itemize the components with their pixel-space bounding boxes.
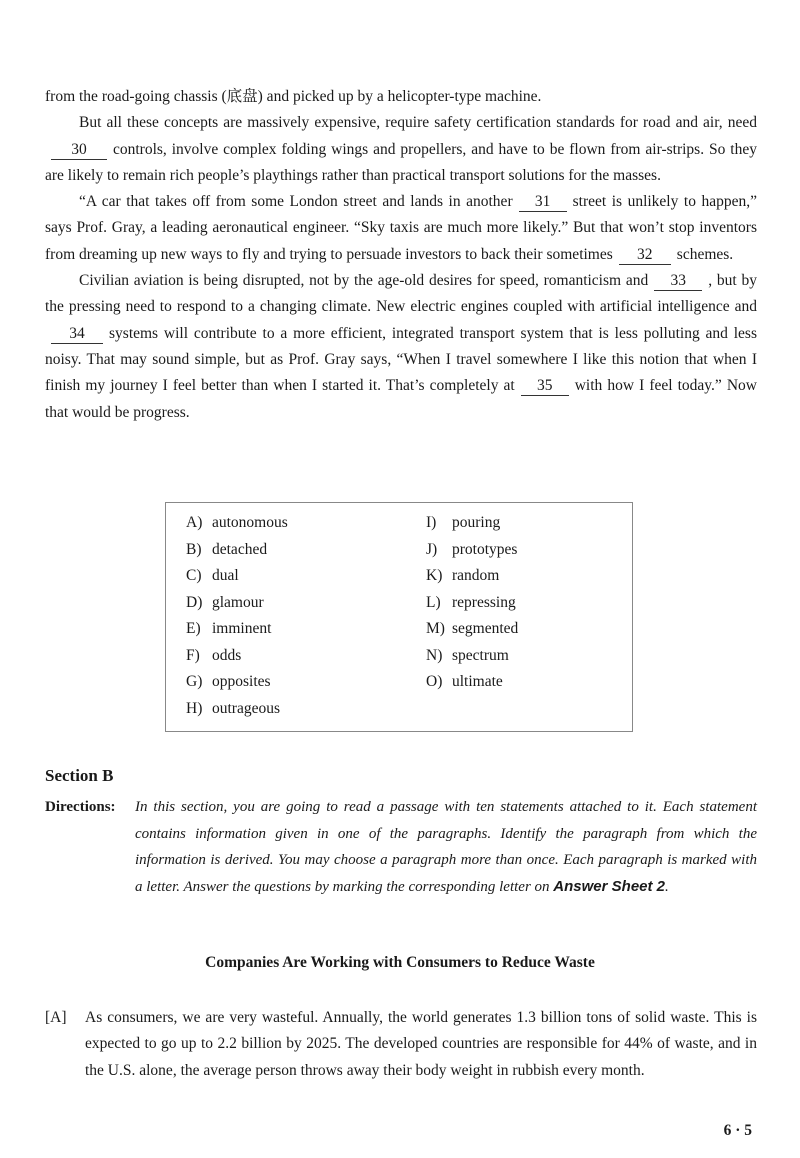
blank-33: 33 (654, 272, 702, 291)
word-option: C) dual (186, 567, 239, 584)
text-segment: “A car that takes off from some London street and lands in another (79, 193, 513, 211)
paragraph-a (45, 1005, 757, 1084)
word-option: I) pouring (426, 514, 501, 531)
word-option: G) opposites (186, 673, 271, 690)
article-title: Companies Are Working with Consumers to Reduce Waste (205, 954, 595, 971)
text-segment: But all these concepts are massively expensive, require safety certification standards for road and air, need (79, 114, 757, 132)
text-segment: with how I feel today.” Now that would be progress. (45, 377, 758, 421)
text-segment: , but by the pressing need to respond to a changing climate. New electric engines coupled with artificial intelligence and (45, 272, 757, 316)
word-bank-column-left (186, 510, 288, 722)
paragraph-text: As consumers, we are very wasteful. Annually, the world generates 1.3 billion tons of solid waste. This is expected to go up to 2.2 billion by 2025. The developed countries are responsible for 44% of waste, and in the U.S. alone, the average person throws away their body weight in rubbish every month. (85, 1009, 757, 1079)
word-option: E) imminent (186, 620, 272, 637)
word-option: A) autonomous (186, 514, 288, 531)
blank-30: 30 (51, 141, 107, 160)
answer-sheet-reference: Answer Sheet 2 (553, 877, 666, 895)
blank-32: 32 (619, 246, 671, 265)
word-option: F) odds (186, 646, 242, 664)
word-option: D) glamour (186, 593, 264, 611)
page-number: 6 · 5 (723, 1122, 752, 1139)
blank-31: 31 (519, 193, 567, 212)
text-segment: systems will contribute to a more efficient, integrated transport system that is less polluting and less noisy. That may sound simple, but as Prof. Gray says, “When I travel somewhere I like this notion that when I finish my journey I feel better than when I started it. That’s completely at (45, 324, 757, 395)
directions (45, 794, 757, 900)
blank-35: 35 (521, 377, 569, 396)
passage-paragraph-2 (45, 110, 757, 189)
word-option: H) outrageous (186, 699, 281, 717)
text-segment: controls, involve complex folding wings and propellers, and have to be flown from air-strips. So they are likely to remain rich people’s playthings rather than practical transport solutions for the masses. (45, 140, 757, 184)
text-segment: schemes. (676, 245, 734, 263)
passage-paragraph-3 (45, 189, 757, 268)
word-option: L) repressing (426, 593, 516, 611)
passage-paragraph-4 (45, 268, 757, 426)
word-bank (165, 502, 633, 732)
paragraph-label: [A] (45, 1009, 67, 1026)
word-option: O) ultimate (426, 673, 503, 690)
text-segment: Civilian aviation is being disrupted, not by the age-old desires for speed, romanticism and (79, 272, 649, 290)
section-b-title: Section B (45, 766, 114, 785)
word-option: N) spectrum (426, 646, 509, 664)
word-option: M) segmented (426, 620, 519, 637)
word-option: B) detached (186, 540, 268, 558)
word-option: J) prototypes (426, 540, 518, 558)
passage-paragraph-1: from the road-going chassis (底盘) and picked up by a helicopter-type machine. (45, 88, 542, 105)
directions-label: Directions: (45, 799, 116, 815)
word-option: K) random (426, 567, 500, 584)
passage (45, 84, 757, 426)
word-bank-column-right (426, 510, 518, 696)
text-segment: street is unlikely to happen,” says Prof. Gray, a leading aeronautical engineer. “Sky taxis are much more likely.” But that won’t stop inventors from dreaming up new ways to fly and trying to persuade investors to back their sometimes (45, 193, 757, 263)
directions-text: In this section, you are going to read a passage with ten statements attached to it. Each statement contains information given in one of the paragraphs. Identify the paragraph from which the information is derived. You may choose a paragraph more than once. Each paragraph is marked with a letter. Answer the questions by marking the corresponding letter on Answer Sheet 2. (135, 799, 757, 895)
blank-34: 34 (51, 325, 103, 344)
